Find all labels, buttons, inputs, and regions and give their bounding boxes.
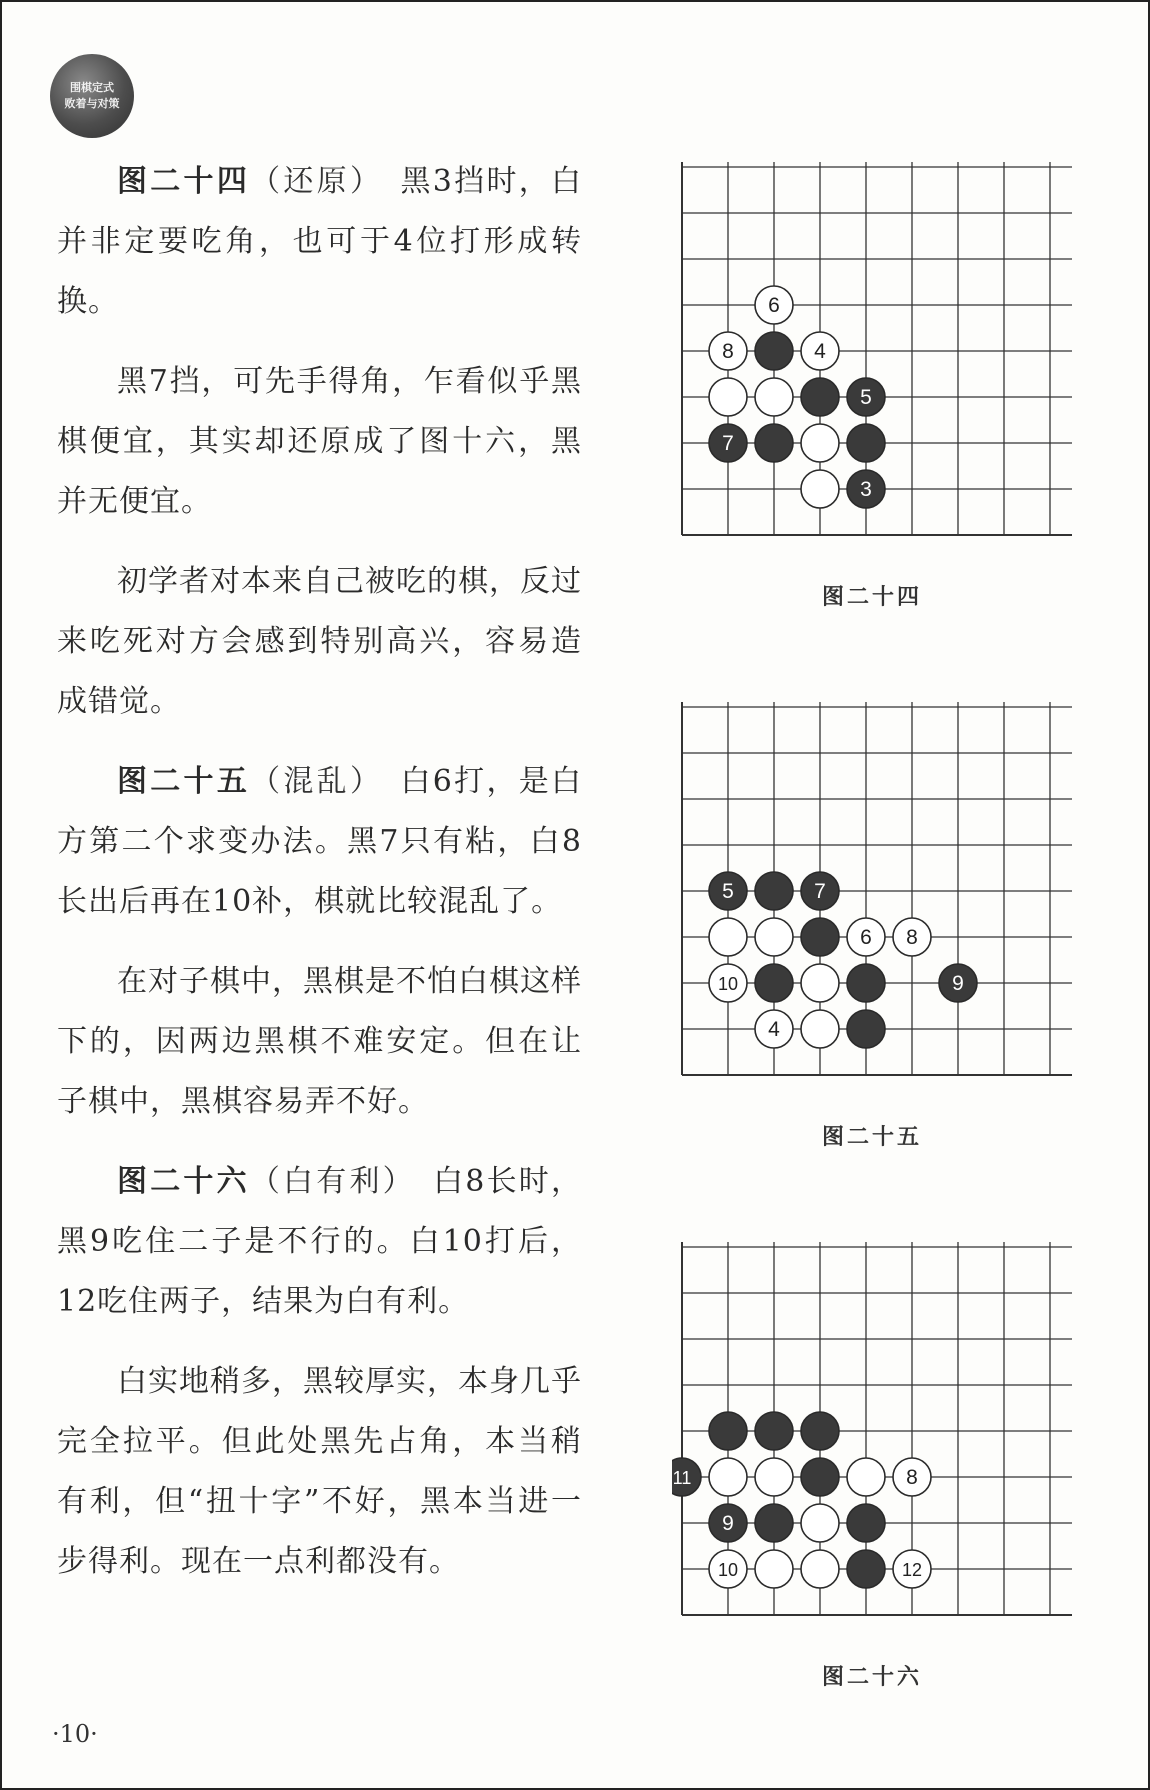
- paragraph: [57, 152, 582, 332]
- black-stone: [847, 470, 885, 508]
- stone-disc: [755, 1504, 793, 1542]
- stone-disc: [755, 1412, 793, 1450]
- white-stone: [709, 378, 747, 416]
- stone-disc: [755, 964, 793, 1002]
- black-stone: [755, 332, 793, 370]
- figure-heading: 图二十六: [117, 1164, 250, 1199]
- diagram-caption: 图二十四: [821, 585, 922, 610]
- stone-disc: [709, 378, 747, 416]
- white-stone: [709, 1458, 747, 1496]
- logo-line-2: 败着与对策: [64, 97, 120, 110]
- black-stone: [801, 1458, 839, 1496]
- paragraph: [57, 752, 582, 932]
- black-stone: [755, 872, 793, 910]
- white-stone: [893, 1458, 931, 1496]
- go-diagram-26: [672, 1242, 1072, 1691]
- black-stone: [709, 872, 747, 910]
- figure-subtitle: （混乱）: [250, 764, 369, 799]
- white-stone: [801, 332, 839, 370]
- move-number: 4: [814, 340, 826, 363]
- black-stone: [847, 1504, 885, 1542]
- stone-disc: [847, 1504, 885, 1542]
- black-stone: [672, 1458, 701, 1496]
- stone-disc: [801, 424, 839, 462]
- stone-disc: [755, 872, 793, 910]
- move-number: 11: [672, 1468, 692, 1488]
- stone-disc: [847, 1458, 885, 1496]
- white-stone: [801, 1550, 839, 1588]
- figure-subtitle: （还原）: [250, 164, 369, 199]
- black-stone: [847, 424, 885, 462]
- go-board: [672, 702, 1072, 1082]
- stone-disc: [847, 1550, 885, 1588]
- move-number: 6: [768, 294, 780, 317]
- white-stone: [801, 1504, 839, 1542]
- black-stone: [801, 918, 839, 956]
- move-number: 7: [814, 880, 826, 903]
- stone-disc: [801, 918, 839, 956]
- stone-disc: [847, 424, 885, 462]
- go-diagram-24: [672, 162, 1072, 611]
- stone-disc: [709, 1412, 747, 1450]
- diagram-caption: 图二十六: [821, 1665, 922, 1690]
- move-number: 8: [722, 340, 734, 363]
- black-stone: [709, 424, 747, 462]
- move-number: 9: [952, 972, 964, 995]
- stone-disc: [801, 1550, 839, 1588]
- black-stone: [801, 1412, 839, 1450]
- white-stone: [893, 918, 931, 956]
- move-number: 3: [860, 478, 872, 501]
- stone-disc: [801, 1504, 839, 1542]
- text-column: [57, 152, 582, 1612]
- paragraph: [57, 552, 582, 732]
- paragraph: [57, 1152, 582, 1332]
- figure-heading: 图二十四: [117, 164, 251, 199]
- move-number: 6: [860, 926, 872, 949]
- black-stone: [755, 964, 793, 1002]
- white-stone: [801, 964, 839, 1002]
- stone-disc: [801, 1458, 839, 1496]
- book-logo-badge: [50, 54, 134, 138]
- stone-disc: [755, 424, 793, 462]
- white-stone: [755, 378, 793, 416]
- move-number: 8: [906, 926, 918, 949]
- white-stone: [709, 918, 747, 956]
- white-stone: [801, 1010, 839, 1048]
- white-stone: [801, 424, 839, 462]
- move-number: 5: [722, 880, 734, 903]
- paragraph: [57, 952, 582, 1132]
- black-stone: [755, 1412, 793, 1450]
- stone-disc: [755, 332, 793, 370]
- paragraph-text: 黑7挡，可先手得角，乍看似乎黑棋便宜，其实却还原成了图十六，黑并无便宜。: [57, 364, 582, 519]
- move-number: 10: [717, 1560, 739, 1580]
- go-board: [672, 162, 1072, 542]
- move-number: 9: [722, 1512, 734, 1535]
- figure-subtitle: （白有利）: [249, 1164, 401, 1199]
- figure-heading: 图二十五: [117, 764, 251, 799]
- stone-disc: [801, 1412, 839, 1450]
- stone-disc: [709, 1458, 747, 1496]
- white-stone: [755, 1550, 793, 1588]
- go-board: [672, 1242, 1072, 1622]
- black-stone: [709, 1412, 747, 1450]
- black-stone: [755, 424, 793, 462]
- move-number: 8: [906, 1466, 918, 1489]
- go-diagram-25: [672, 702, 1072, 1151]
- stone-disc: [755, 378, 793, 416]
- black-stone: [847, 964, 885, 1002]
- black-stone: [755, 1504, 793, 1542]
- move-number: 5: [860, 386, 872, 409]
- paragraph-text: 初学者对本来自己被吃的棋，反过来吃死对方会感到特别高兴，容易造成错觉。: [57, 564, 582, 719]
- white-stone: [893, 1550, 931, 1588]
- stone-disc: [755, 1550, 793, 1588]
- stone-disc: [847, 1010, 885, 1048]
- white-stone: [801, 470, 839, 508]
- white-stone: [755, 1458, 793, 1496]
- stone-disc: [709, 918, 747, 956]
- black-stone: [847, 1010, 885, 1048]
- stone-disc: [755, 918, 793, 956]
- stone-disc: [847, 964, 885, 1002]
- white-stone: [709, 1550, 747, 1588]
- logo-line-1: 围棋定式: [70, 81, 114, 94]
- stone-disc: [801, 964, 839, 1002]
- paragraph-text: 白6打，是白方第二个求变办法。黑7只有粘，白8长出后再在10补，棋就比较混乱了。: [57, 764, 583, 919]
- white-stone: [847, 918, 885, 956]
- black-stone: [709, 1504, 747, 1542]
- black-stone: [847, 378, 885, 416]
- black-stone: [801, 872, 839, 910]
- stone-disc: [801, 1010, 839, 1048]
- diagram-caption: 图二十五: [821, 1125, 922, 1150]
- move-number: 12: [901, 1560, 923, 1580]
- paragraph: [57, 1352, 582, 1592]
- white-stone: [755, 1010, 793, 1048]
- move-number: 10: [717, 974, 739, 994]
- paragraph: [57, 352, 582, 532]
- page-number: ·10·: [52, 1720, 98, 1748]
- white-stone: [755, 918, 793, 956]
- paragraph-text: 在对子棋中，黑棋是不怕白棋这样下的，因两边黑棋不难安定。但在让子棋中，黑棋容易弄不好。: [57, 964, 582, 1119]
- white-stone: [755, 286, 793, 324]
- black-stone: [939, 964, 977, 1002]
- stone-disc: [755, 1458, 793, 1496]
- white-stone: [709, 964, 747, 1002]
- black-stone: [801, 378, 839, 416]
- white-stone: [847, 1458, 885, 1496]
- move-number: 4: [768, 1018, 780, 1041]
- stone-disc: [801, 378, 839, 416]
- stone-disc: [801, 470, 839, 508]
- white-stone: [709, 332, 747, 370]
- black-stone: [847, 1550, 885, 1588]
- paragraph-text: 白实地稍多，黑较厚实，本身几乎完全拉平。但此处黑先占角，本当稍有利，但“扭十字”不好，黑本当进一步得利。现在一点利都没有。: [57, 1364, 582, 1579]
- paragraph-text: 白8长时，黑9吃住二子是不行的。白10打后，12吃住两子，结果为白有利。: [57, 1164, 583, 1319]
- paragraph-text: 黑3挡时，白并非定要吃角，也可于4位打形成转换。: [57, 164, 583, 319]
- move-number: 7: [722, 432, 734, 455]
